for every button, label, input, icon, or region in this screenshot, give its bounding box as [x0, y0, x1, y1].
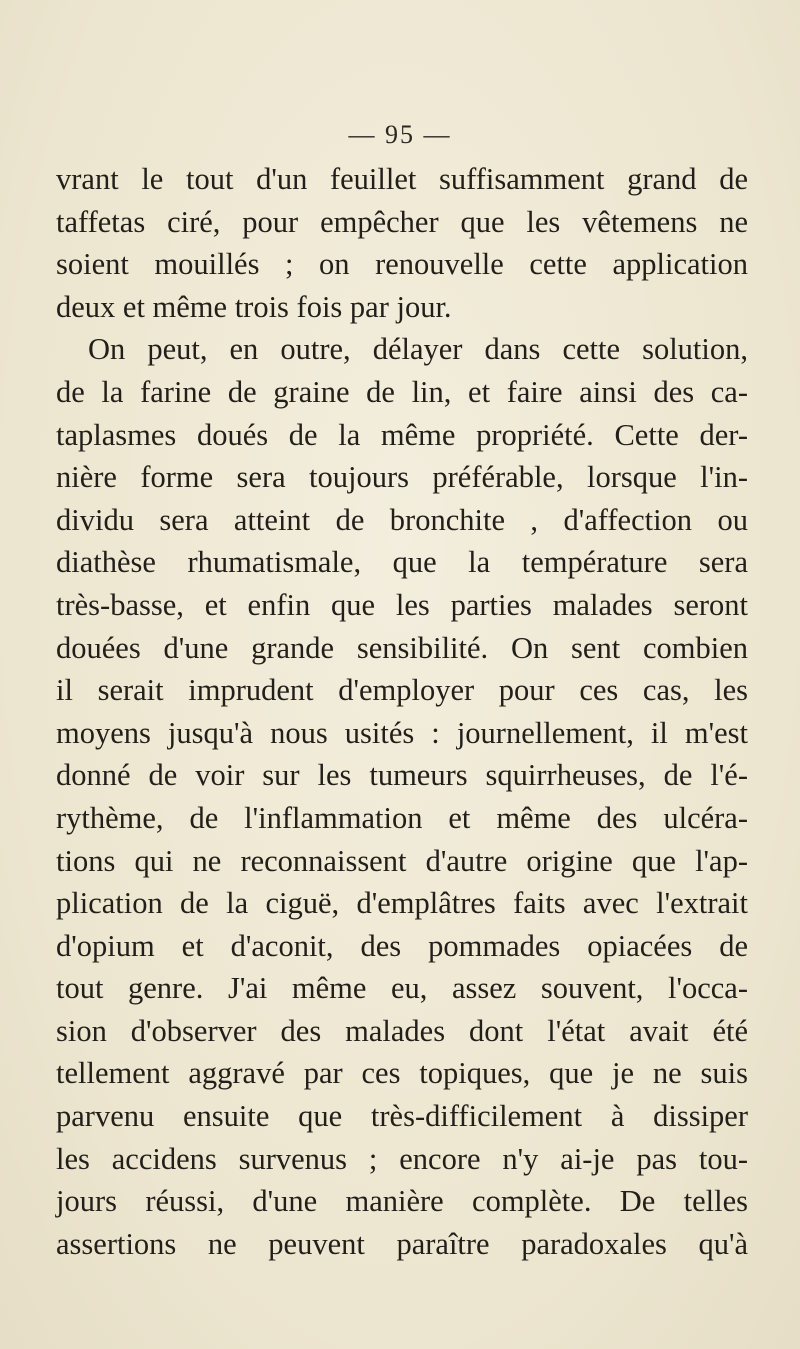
text-line: rythème, de l'inflammation et même des ulcéra-: [56, 800, 748, 835]
text-line: nière forme sera toujours préférable, lorsque l'in-: [56, 460, 748, 495]
text-line: les accidens survenus ; encore n'y ai-je pas tou-: [56, 1141, 748, 1176]
text-line: soient mouillés ; on renouvelle cette application: [56, 247, 748, 282]
text-line: jours réussi, d'une manière complète. De telles: [56, 1184, 748, 1219]
text-line: deux et même trois fois par jour.: [56, 289, 452, 324]
text-line: dividu sera atteint de bronchite , d'affection ou: [56, 502, 748, 537]
text-line: d'opium et d'aconit, des pommades opiacées de: [56, 928, 748, 963]
text-line: tions qui ne reconnaissent d'autre origine que l'ap-: [56, 843, 748, 878]
text-line: sion d'observer des malades dont l'état avait été: [56, 1013, 748, 1048]
text-line: douées d'une grande sensibilité. On sent combien: [56, 630, 748, 665]
text-line: On peut, en outre, délayer dans cette solution,: [88, 332, 748, 367]
text-line: taffetas ciré, pour empêcher que les vêtemens ne: [56, 204, 748, 239]
text-line: taplasmes doués de la même propriété. Cette der-: [56, 417, 748, 452]
text-line: il serait imprudent d'employer pour ces cas, les: [56, 673, 748, 708]
text-line: moyens jusqu'à nous usités : journellement, il m'est: [56, 715, 748, 750]
text-line: donné de voir sur les tumeurs squirrheuses, de l'é-: [56, 758, 748, 793]
page-number: — 95 —: [348, 120, 452, 149]
text-line: très-basse, et enfin que les parties malades seront: [56, 587, 748, 622]
text-line: de la farine de graine de lin, et faire ainsi des ca-: [56, 374, 748, 409]
text-line: parvenu ensuite que très-difficilement à dissiper: [56, 1099, 748, 1134]
text-line: tellement aggravé par ces topiques, que je ne suis: [56, 1056, 748, 1091]
text-line: vrant le tout d'un feuillet suffisamment grand de: [56, 162, 748, 196]
text-line: plication de la ciguë, d'emplâtres faits avec l'extrait: [56, 886, 748, 921]
text-line: assertions ne peuvent paraître paradoxales qu'à: [56, 1226, 748, 1261]
body-text: [56, 158, 748, 1265]
text-line: tout genre. J'ai même eu, assez souvent, l'occa-: [56, 971, 748, 1006]
text-line: diathèse rhumatismale, que la température sera: [56, 545, 748, 580]
